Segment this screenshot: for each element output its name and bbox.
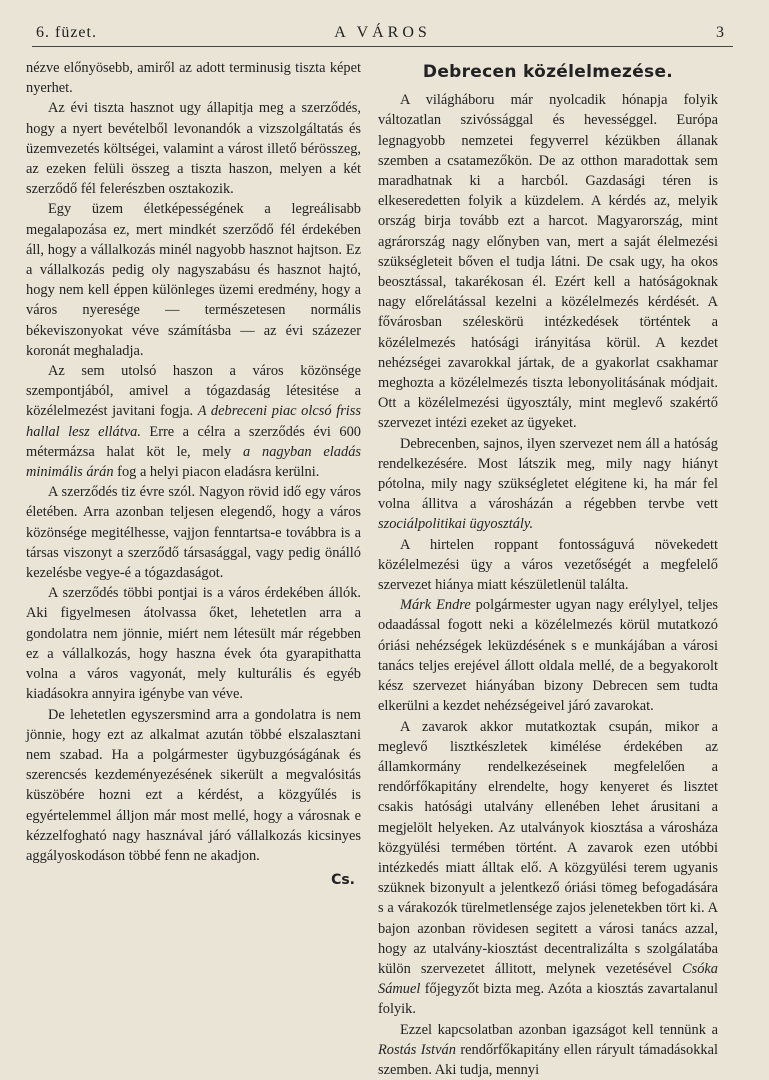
paragraph — [378, 1020, 718, 1080]
paragraph: A hirtelen roppant fontosságuvá növekedett közélelmezési ügy a város vezetőségét a megfelelő szervezet hiánya miatt készületlenül találta. — [378, 536, 718, 594]
text-run: Debrecenben, sajnos, ilyen szervezet nem áll a hatóság rendelkezésére. Most látszik meg, mily nagy hiányt pótolna, mily nagy szükségletet elégitene ki, ha már fel volna állitva a városházán a régebben tervbe vett — [378, 435, 718, 513]
paragraph: A szerződés többi pontjai is a város érdekében állók. Aki figyelmesen átolvassa őket, lehetetlen arra a gondolatra nem jönnie, miért nem létesült már régebben ez a vállalkozás, hogy haszna évek óta gyarapithatta volna a város vagyonát, mely kulturális és egyéb kiadásokra annyira igénybe van véve. — [26, 585, 361, 703]
emphasis-text: Márk Endre — [400, 597, 471, 614]
left-column — [26, 58, 361, 890]
page-number: 3 — [716, 24, 725, 41]
paragraph — [378, 434, 718, 535]
paragraph — [378, 717, 718, 1020]
emphasis-text: Csóka Sámuel — [378, 960, 718, 998]
issue-number: 6. füzet. — [36, 24, 97, 41]
paragraph: nézve előnyösebb, amiről az adott terminusig tiszta képet nyerhet. — [26, 60, 361, 97]
text-run: fog a helyi piacon eladásra kerülni. — [113, 464, 320, 481]
text-run: Ezzel kapcsolatban azonban igazságot kell tennünk a — [400, 1021, 718, 1038]
text-run: Erre a célra a szerződés évi 600 métermázsa halat köt le, mely — [26, 423, 361, 460]
paragraph: De lehetetlen egyszersmind arra a gondolatra is nem jönnie, hogy ezt az alkalmat azután többé elszalasztani nem szabad. Ha a polgármester ügybuzgóságának és szerencsés kezdeményezésének sikerült a megvalósitás küszöbére hozni ezt a kérdést, a közgyűlés is egyértelemmel álljon már most mellé, hogy a városnak e kézzelfogható nagy hasznával járó vállalkozás kicsinyes aggályoskodáson többé fenn ne akadjon. — [26, 706, 361, 864]
article-title: Debrecen közélelmezése. — [422, 62, 674, 82]
paragraph: A világháboru már nyolcadik hónapja folyik változatlan szivóssággal és hevességgel. Európa legnagyobb nemzetei fegyverrel kézükben állanak szemben a csatamezőkön. De az otthon maradottak sem maradhatnak ki a harcból. Gazdasági téren is elkeseredetten folyik a küzdelem. A kérdés az, melyik ország birja tovább ezt a harcot. Magyarország, mint agrárország nagy előnyben van, mert a saját élelmezési szükségleteit bőven el tudja látni. De csak ugy, ha okos beosztással, takarékosan él. Ezért kell a hatóságoknak nagy előrelátással kezelni a közélelmezés kérdését. A fővárosban széleskörü intézkedések történtek a közélelmezés hatósági irányitása körül. A kezdet nehézségei zavarokkal jártak, de a gyakorlat csakhamar meghozta a közélelmezés tiszta lebonyolitásának módjait. Ott a közélelmezési ügyosztály, mint meglevő szakértő szervezet intézi ezeket az ügyeket. — [378, 92, 718, 432]
author-signature: Cs. — [331, 872, 355, 889]
paragraph: Egy üzem életképességének a legreálisabb megalapozása ez, mert mindkét szerződő fél érdekében áll, hogy a vállalkozás minél nagyobb hasznot hajtson. Ez a vállalkozás pedig oly nagyszabásu és hasznot hajtó, hogy nem kell éppen különleges üzemi eredmény, hogy a város nyeresége — természetesen normális békeviszonyokat véve számításba — az évi százezer koronát meghaladja. — [26, 201, 361, 359]
right-column — [378, 58, 718, 1080]
emphasis-text: a nagyban eladás minimális árán — [26, 443, 361, 481]
emphasis-text: Rostás István — [378, 1041, 456, 1058]
paragraph — [26, 361, 361, 482]
text-run: rendőrfőkapitány ellen ráryult támadásokkal szemben. Aki tudja, mennyi — [378, 1041, 718, 1078]
paragraph: A szerződés tiz évre szól. Nagyon rövid idő egy város életében. Arra azonban teljesen elegendő, hogy a város közönsége megitélhesse, vajjon fenntartsa-e továbbra is a társas viszonyt a szerződő társasággal, vagy pedig önálló kezelésbe vegye-é a tógazdaságot. — [26, 484, 361, 582]
paragraph: Az évi tiszta hasznot ugy állapitja meg a szerződés, hogy a nyert bevételből levonandók a vizszolgáltatás és üzemvezetés költségei, valamint a várost illető bérösszeg, az ezeken felüli összeg a tiszta haszon, melyen a két szerződő fél felerészben osztakozik. — [26, 100, 361, 198]
emphasis-text: szociálpolitikai ügyosztály. — [378, 516, 534, 533]
text-run: A zavarok akkor mutatkoztak csupán, mikor a meglevő lisztkészletek kimélése érdekében az államkormány rendelkezéseinek megfelelően a rendőrfőkapitány elrendelte, hogy kenyeret és lisztet csakis hatósági utalvány ellenében lehet árusitani a megjelölt helyeken. Az utalványok kiosztása a városháza közgyülési termében történt. A zavarok ezen utóbbi intézkedés miatt álltak elő. A közgyülési terem ugyanis szüknek bizonyult a jelentkező óriási tömeg befogadására s a várakozók türelmetlensége zajos jelenetekben tört ki. A bajon azonban rövidesen segitett a városi tanács azzal, hogy az utalvány-kiosztást decentralizálta s szolgálatába külön szervezetet állitott, melynek vezetésével — [378, 718, 718, 977]
text-run: Az sem utolsó haszon a város közönsége szempontjából, amivel a tógazdaság létesitése a közélelmezést javitani fogja. — [26, 363, 361, 420]
text-run: főjegyzőt bizta meg. Azóta a kiosztás zavartalanul folyik. — [378, 981, 718, 1018]
emphasis-text: A debreceni piac olcsó friss hallal lesz ellátva. — [26, 403, 361, 440]
journal-title: A VÁROS — [334, 24, 431, 41]
running-header — [32, 22, 733, 47]
text-run: polgármester ugyan nagy erélylyel, teljes odaadással fogott neki a közélelmezés körül mutatkozó óriási nehézségek leküzdésének s e munkájában a városi tanács teljes erejével állott oldala mellé, de a begyakorolt kész szervezet hiányában bizony Debrecen sem tudta elkerülni a kezdet nehézségeivel járó zavarokat. — [378, 597, 719, 715]
paragraph — [378, 595, 718, 716]
